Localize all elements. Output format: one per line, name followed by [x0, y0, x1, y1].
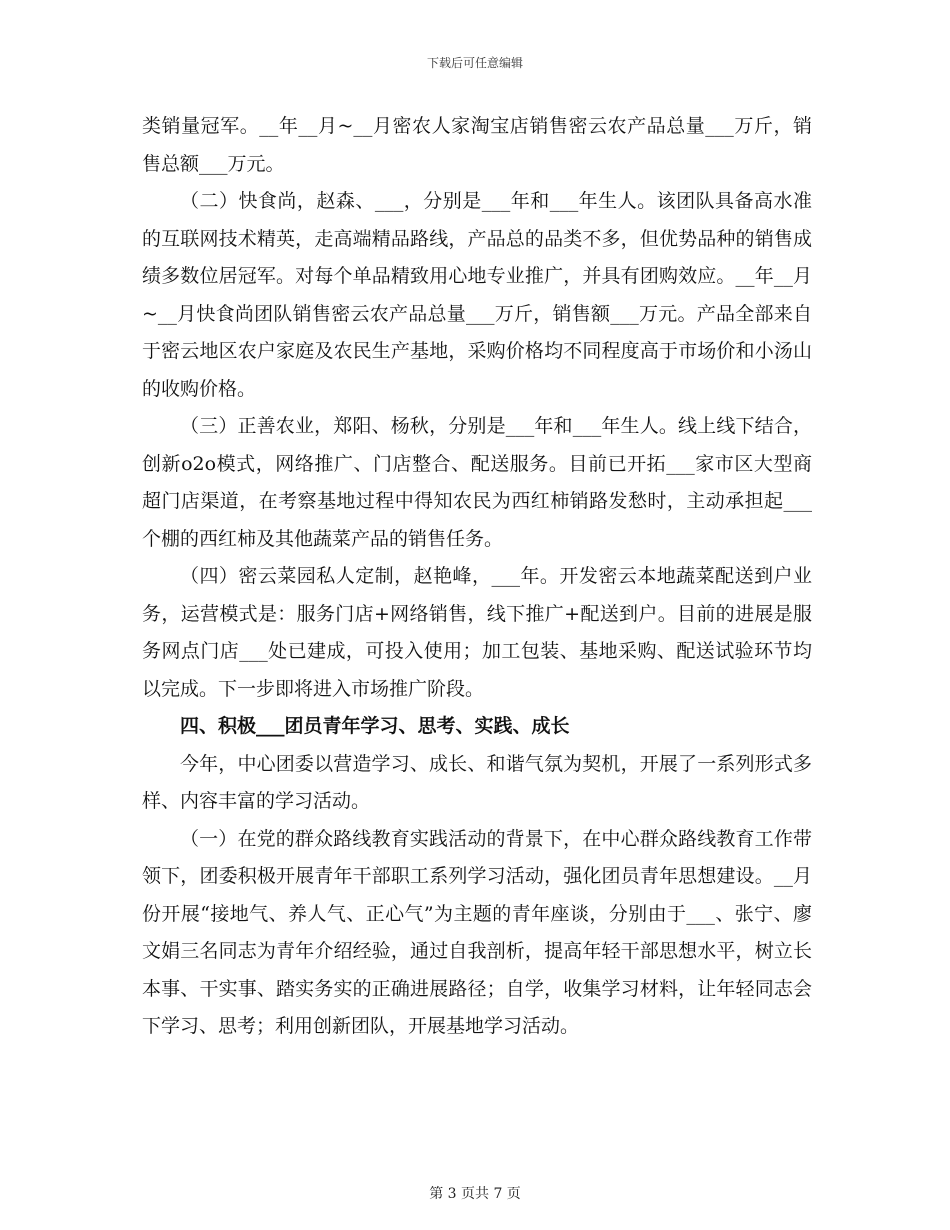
page-header: 下载后可任意编辑: [426, 56, 523, 70]
paragraph-4: （四）密云菜园私人定制，赵艳峰，___年。开发密云本地蔬菜配送到户业务，运营模式是：服务门店+网络销售，线下推广+配送到户。目前的进展是服务网点门店___处已建成，可投入使用；加工包装、基地采购、配送试验环节均以完成。下一步即将进入市场推广阶段。: [142, 565, 812, 700]
document-body: [142, 108, 812, 1046]
paragraph-5: 今年，中心团委以营造学习、成长、和谐气氛为契机，开展了一系列形式多样、内容丰富的学习活动。: [142, 752, 812, 812]
page-footer: 第 3 页共 7 页: [429, 1186, 521, 1202]
paragraph-1: 类销量冠军。__年__月~__月密农人家淘宝店销售密云农产品总量___万斤，销售总额___万元。: [142, 115, 812, 175]
paragraph-6: （一）在党的群众路线教育实践活动的背景下，在中心群众路线教育工作带领下，团委积极开展青年干部职工系列学习活动，强化团员青年思想建设。__月份开展“接地气、养人气、正心气”为主题的青年座谈，分别由于___、张宁、廖文娟三名同志为青年介绍经验，通过自我剖析，提高年轻干部思想水平，树立长本事、干实事、踏实务实的正确进展路径；自学，收集学习材料，让年轻同志会下学习、思考；利用创新团队，开展基地学习活动。: [142, 827, 812, 1037]
section-heading: 四、积极___团员青年学习、思考、实践、成长: [180, 715, 570, 737]
paragraph-2: （二）快食尚，赵森、___，分别是___年和___年生人。该团队具备高水准的互联网技术精英，走高端精品路线，产品总的品类不多，但优势品种的销售成绩多数位居冠军。对每个单品精致用心地专业推广，并具有团购效应。__年__月~__月快食尚团队销售密云农产品总量___万斤，销售额___万元。产品全部来自于密云地区农户家庭及农民生产基地，采购价格均不同程度高于市场价和小汤山的收购价格。: [142, 190, 812, 400]
paragraph-3: （三）正善农业，郑阳、杨秋，分别是___年和___年生人。线上线下结合，创新o2o模式，网络推广、门店整合、配送服务。目前已开拓___家市区大型商超门店渠道，在考察基地过程中得知农民为西红柿销路发愁时，主动承担起___个棚的西红柿及其他蔬菜产品的销售任务。: [142, 415, 812, 550]
